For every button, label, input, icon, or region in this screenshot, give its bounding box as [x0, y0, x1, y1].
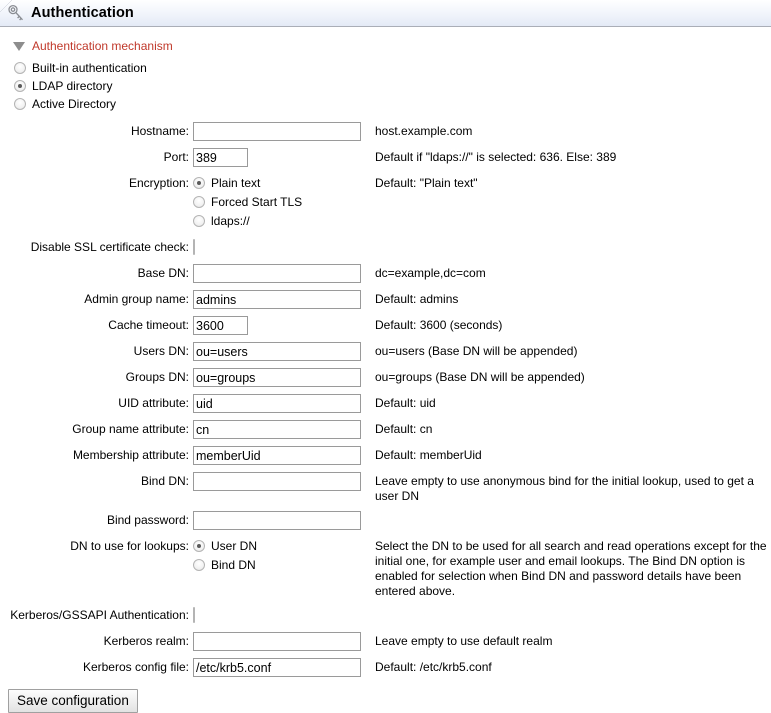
- users-dn-input[interactable]: [193, 342, 361, 361]
- radio-icon-selected[interactable]: [193, 540, 205, 552]
- disable-ssl-checkbox[interactable]: [193, 239, 195, 255]
- lookup-dn-option-bind-dn[interactable]: [193, 556, 367, 573]
- encryption-option-forced-start-tls[interactable]: [193, 193, 367, 210]
- encryption-label: Encryption:: [128, 176, 189, 190]
- field-row-cache-timeout: [0, 316, 771, 335]
- key-icon: [6, 3, 26, 23]
- panel-header: [0, 0, 771, 27]
- radio-icon[interactable]: [14, 98, 26, 110]
- encryption-option-plain-text[interactable]: [193, 174, 367, 191]
- section-label[interactable]: Authentication mechanism: [32, 39, 173, 53]
- mechanism-label: LDAP directory: [32, 79, 113, 93]
- kerberos-config-label: Kerberos config file:: [82, 660, 189, 674]
- port-label: Port:: [163, 150, 189, 164]
- membership-attribute-label: Membership attribute:: [72, 448, 189, 462]
- kerberos-config-input[interactable]: [193, 658, 361, 677]
- bind-password-input[interactable]: [193, 511, 361, 530]
- lookup-dn-hint: Select the DN to be used for all search and read operations except for the initial one, for example user and email lookups. The Bind DN option is enabled for selection when Bind DN and password details have been entered above.: [375, 539, 767, 598]
- encryption-option-ldaps[interactable]: [193, 212, 367, 229]
- field-row-port: [0, 148, 771, 167]
- auth-mechanism-group[interactable]: [14, 60, 771, 112]
- section-toggle[interactable]: [13, 39, 771, 53]
- cache-timeout-input[interactable]: [193, 316, 248, 335]
- lookup-dn-option-user-dn[interactable]: [193, 537, 367, 554]
- uid-attribute-hint: Default: uid: [375, 396, 436, 410]
- field-row-bind-dn: [0, 472, 771, 504]
- radio-icon[interactable]: [14, 62, 26, 74]
- save-configuration-button[interactable]: Save configuration: [8, 689, 138, 713]
- cache-timeout-hint: Default: 3600 (seconds): [375, 318, 503, 332]
- base-dn-hint: dc=example,dc=com: [375, 266, 486, 280]
- groups-dn-hint: ou=groups (Base DN will be appended): [375, 370, 585, 384]
- lookup-dn-option-label: Bind DN: [211, 557, 256, 572]
- kerberos-auth-checkbox[interactable]: [193, 607, 195, 623]
- kerberos-config-hint: Default: /etc/krb5.conf: [375, 660, 492, 674]
- disable-ssl-label: Disable SSL certificate check:: [30, 240, 189, 254]
- group-attribute-hint: Default: cn: [375, 422, 433, 436]
- mechanism-label: Active Directory: [32, 97, 117, 111]
- kerberos-realm-hint: Leave empty to use default realm: [375, 634, 553, 648]
- groups-dn-input[interactable]: [193, 368, 361, 387]
- radio-icon[interactable]: [193, 215, 205, 227]
- admin-group-hint: Default: admins: [375, 292, 459, 306]
- triangle-down-icon[interactable]: [13, 42, 25, 51]
- membership-attribute-hint: Default: memberUid: [375, 448, 482, 462]
- uid-attribute-label: UID attribute:: [118, 396, 189, 410]
- users-dn-label: Users DN:: [133, 344, 189, 358]
- lookup-dn-label: DN to use for lookups:: [70, 539, 189, 553]
- group-attribute-label: Group name attribute:: [72, 422, 189, 436]
- hostname-label: Hostname:: [130, 124, 189, 138]
- radio-icon[interactable]: [193, 559, 205, 571]
- field-row-kerberos-config-file: [0, 658, 771, 677]
- mechanism-option-active-directory[interactable]: [14, 96, 771, 112]
- field-row-disable-ssl-check: [0, 238, 771, 257]
- lookup-dn-option-label: User DN: [211, 538, 258, 553]
- mechanism-option-ldap[interactable]: [14, 78, 771, 94]
- encryption-hint: Default: "Plain text": [375, 176, 478, 190]
- port-hint: Default if "ldaps://" is selected: 636. Else: 389: [375, 150, 617, 164]
- uid-attribute-input[interactable]: [193, 394, 361, 413]
- disable-ssl-hint: [367, 238, 375, 240]
- base-dn-label: Base DN:: [137, 266, 189, 280]
- bind-password-label: Bind password:: [106, 513, 189, 527]
- bind-password-hint: [367, 511, 375, 513]
- bind-dn-hint: Leave empty to use anonymous bind for the initial lookup, used to get a user DN: [375, 474, 754, 503]
- field-row-hostname: [0, 122, 771, 141]
- bind-dn-input[interactable]: [193, 472, 361, 491]
- mechanism-option-builtin[interactable]: [14, 60, 771, 76]
- hostname-hint: host.example.com: [375, 124, 473, 138]
- field-row-uid-attribute: [0, 394, 771, 413]
- field-row-kerberos-auth: [0, 606, 771, 625]
- cache-timeout-label: Cache timeout:: [108, 318, 189, 332]
- mechanism-label: Built-in authentication: [32, 61, 147, 75]
- field-row-admin-group-name: [0, 290, 771, 309]
- field-row-membership-attribute: [0, 446, 771, 465]
- admin-group-input[interactable]: [193, 290, 361, 309]
- hostname-input[interactable]: [193, 122, 361, 141]
- radio-icon-selected[interactable]: [193, 177, 205, 189]
- base-dn-input[interactable]: [193, 264, 361, 283]
- radio-icon[interactable]: [193, 196, 205, 208]
- kerberos-auth-label: Kerberos/GSSAPI Authentication:: [10, 608, 189, 622]
- group-attribute-input[interactable]: [193, 420, 361, 439]
- encryption-option-label: ldaps://: [211, 213, 250, 228]
- field-row-groups-dn: [0, 368, 771, 387]
- users-dn-hint: ou=users (Base DN will be appended): [375, 344, 578, 358]
- field-row-users-dn: [0, 342, 771, 361]
- field-row-group-name-attribute: [0, 420, 771, 439]
- field-row-base-dn: [0, 264, 771, 283]
- encryption-option-label: Forced Start TLS: [211, 194, 303, 209]
- encryption-radio-group[interactable]: [193, 174, 367, 231]
- lookup-dn-radio-group[interactable]: [193, 537, 367, 575]
- admin-group-label: Admin group name:: [84, 292, 189, 306]
- page-title: Authentication: [31, 5, 134, 21]
- groups-dn-label: Groups DN:: [125, 370, 189, 384]
- ldap-settings-form: [0, 122, 771, 677]
- bind-dn-label: Bind DN:: [140, 474, 189, 488]
- field-row-lookup-dn: [0, 537, 771, 599]
- field-row-encryption: [0, 174, 771, 231]
- port-input[interactable]: [193, 148, 248, 167]
- kerberos-realm-label: Kerberos realm:: [103, 634, 189, 648]
- encryption-option-label: Plain text: [211, 175, 261, 190]
- membership-attribute-input[interactable]: [193, 446, 361, 465]
- radio-icon-selected[interactable]: [14, 80, 26, 92]
- kerberos-auth-hint: [367, 606, 375, 608]
- field-row-bind-password: [0, 511, 771, 530]
